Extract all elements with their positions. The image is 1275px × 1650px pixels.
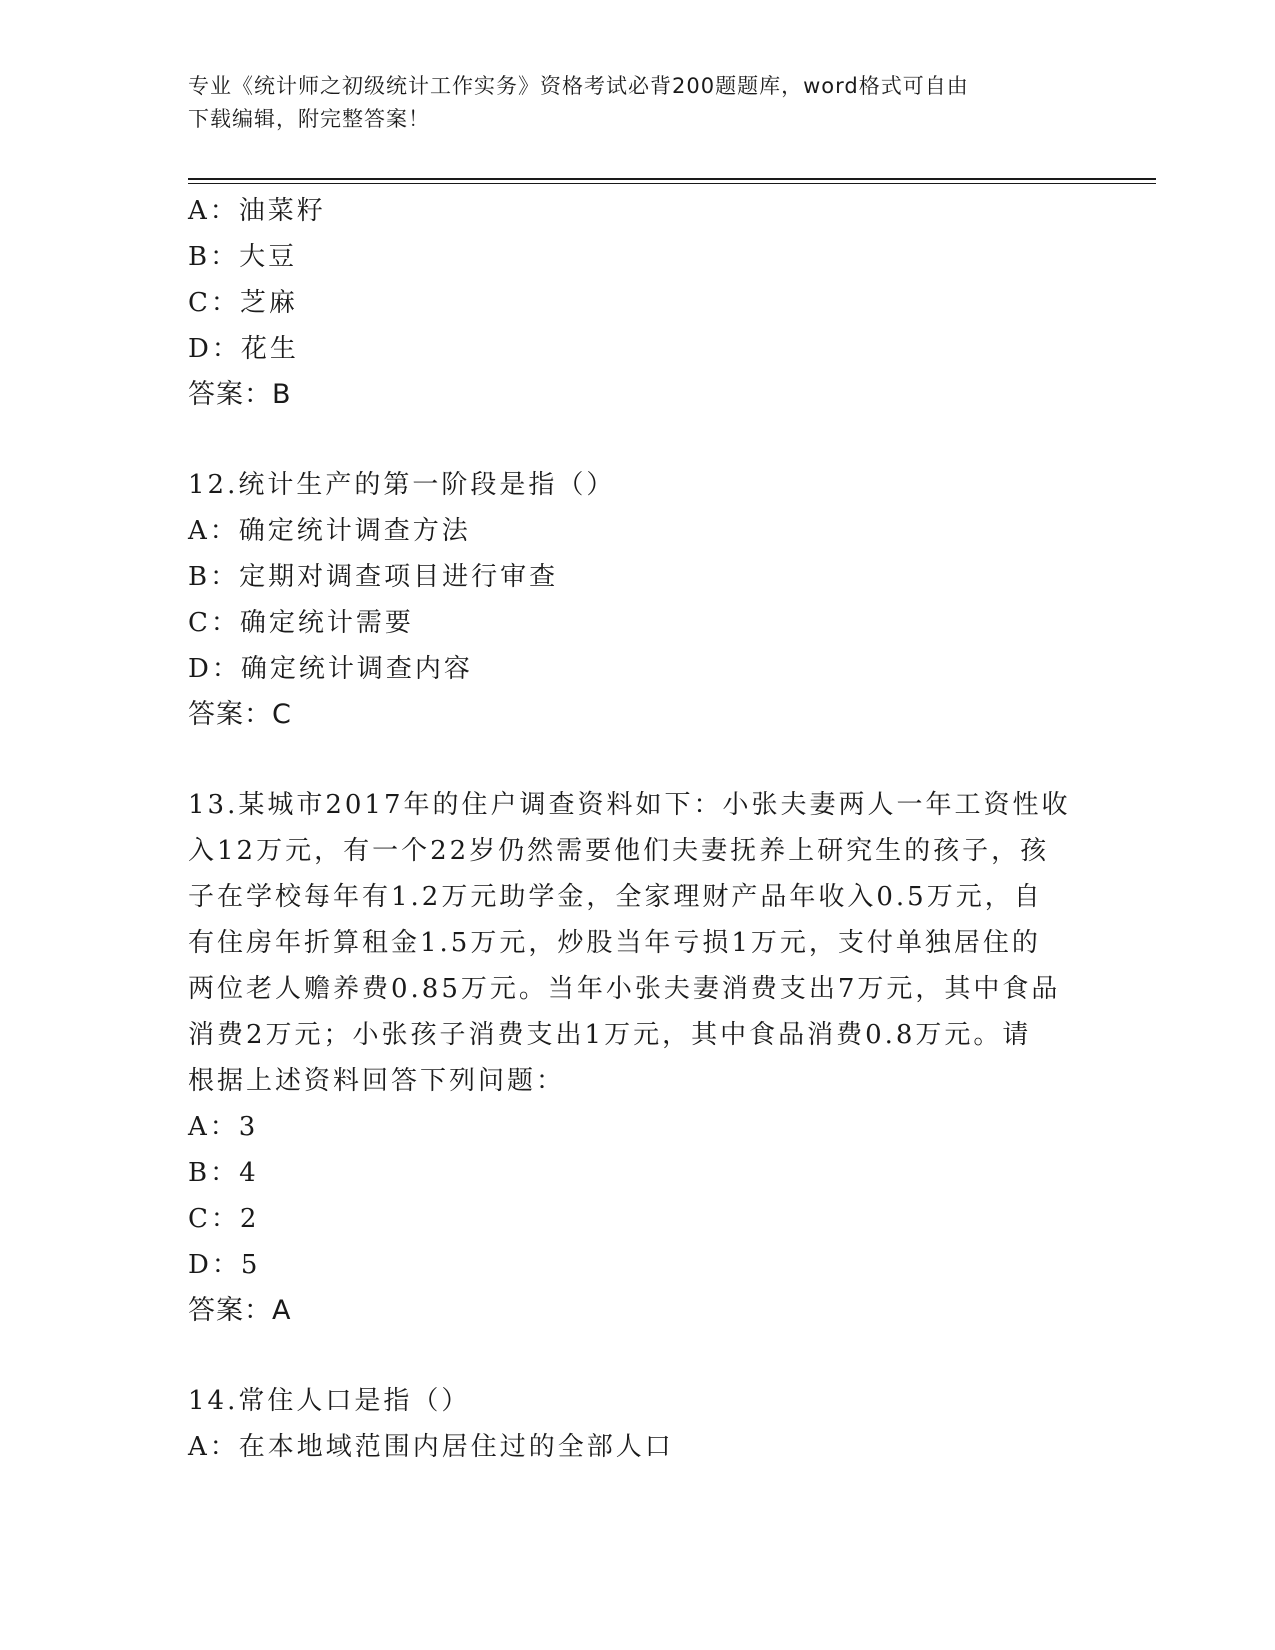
option-b: B：4 — [188, 1158, 259, 1188]
option-d: D：确定统计调查内容 — [188, 654, 473, 684]
option-d: D：花生 — [188, 334, 299, 364]
option-a: A：油菜籽 — [188, 196, 326, 226]
stem-line: 根据上述资料回答下列问题： — [188, 1066, 566, 1096]
header-line-1: 专业《统计师之初级统计工作实务》资格考试必背200题题库，word格式可自由 — [188, 74, 969, 98]
option-a: A：在本地域范围内居住过的全部人口 — [188, 1432, 674, 1462]
answer-line: 答案：C — [188, 699, 292, 730]
option-a: A：3 — [188, 1112, 259, 1142]
question-13 — [188, 782, 1088, 1334]
stem-line: 13.某城市2017年的住户调查资料如下：小张夫妻两人一年工资性收 — [188, 790, 1071, 820]
stem-line: 有住房年折算租金1.5万元，炒股当年亏损1万元，支付单独居住的 — [188, 928, 1041, 958]
question-list — [188, 188, 1088, 1470]
header-rule-thick — [188, 178, 1156, 180]
option-b: B：定期对调查项目进行审查 — [188, 562, 559, 592]
question-12 — [188, 462, 1088, 738]
document-header — [188, 70, 1068, 136]
stem-line: 两位老人赡养费0.85万元。当年小张夫妻消费支出7万元，其中食品 — [188, 974, 1061, 1004]
option-c: C：2 — [188, 1204, 260, 1234]
stem-line: 消费2万元；小张孩子消费支出1万元，其中食品消费0.8万元。请 — [188, 1020, 1032, 1050]
stem-line: 子在学校每年有1.2万元助学金，全家理财产品年收入0.5万元，自 — [188, 882, 1043, 912]
header-line-2: 下载编辑，附完整答案！ — [188, 107, 430, 131]
option-a: A：确定统计调查方法 — [188, 516, 471, 546]
option-b: B：大豆 — [188, 242, 298, 272]
option-d: D：5 — [188, 1250, 261, 1280]
question-11 — [188, 188, 1088, 418]
header-rule-thin — [188, 183, 1156, 184]
stem-line: 入12万元，有一个22岁仍然需要他们夫妻抚养上研究生的孩子，孩 — [188, 836, 1050, 866]
option-c: C：确定统计需要 — [188, 608, 414, 638]
question-14 — [188, 1378, 1088, 1470]
option-c: C：芝麻 — [188, 288, 298, 318]
question-stem: 14.常住人口是指（） — [188, 1386, 471, 1416]
question-stem — [188, 782, 1088, 1104]
answer-line: 答案：B — [188, 379, 292, 410]
question-stem: 12.统计生产的第一阶段是指（） — [188, 470, 616, 500]
answer-line: 答案：A — [188, 1295, 292, 1326]
